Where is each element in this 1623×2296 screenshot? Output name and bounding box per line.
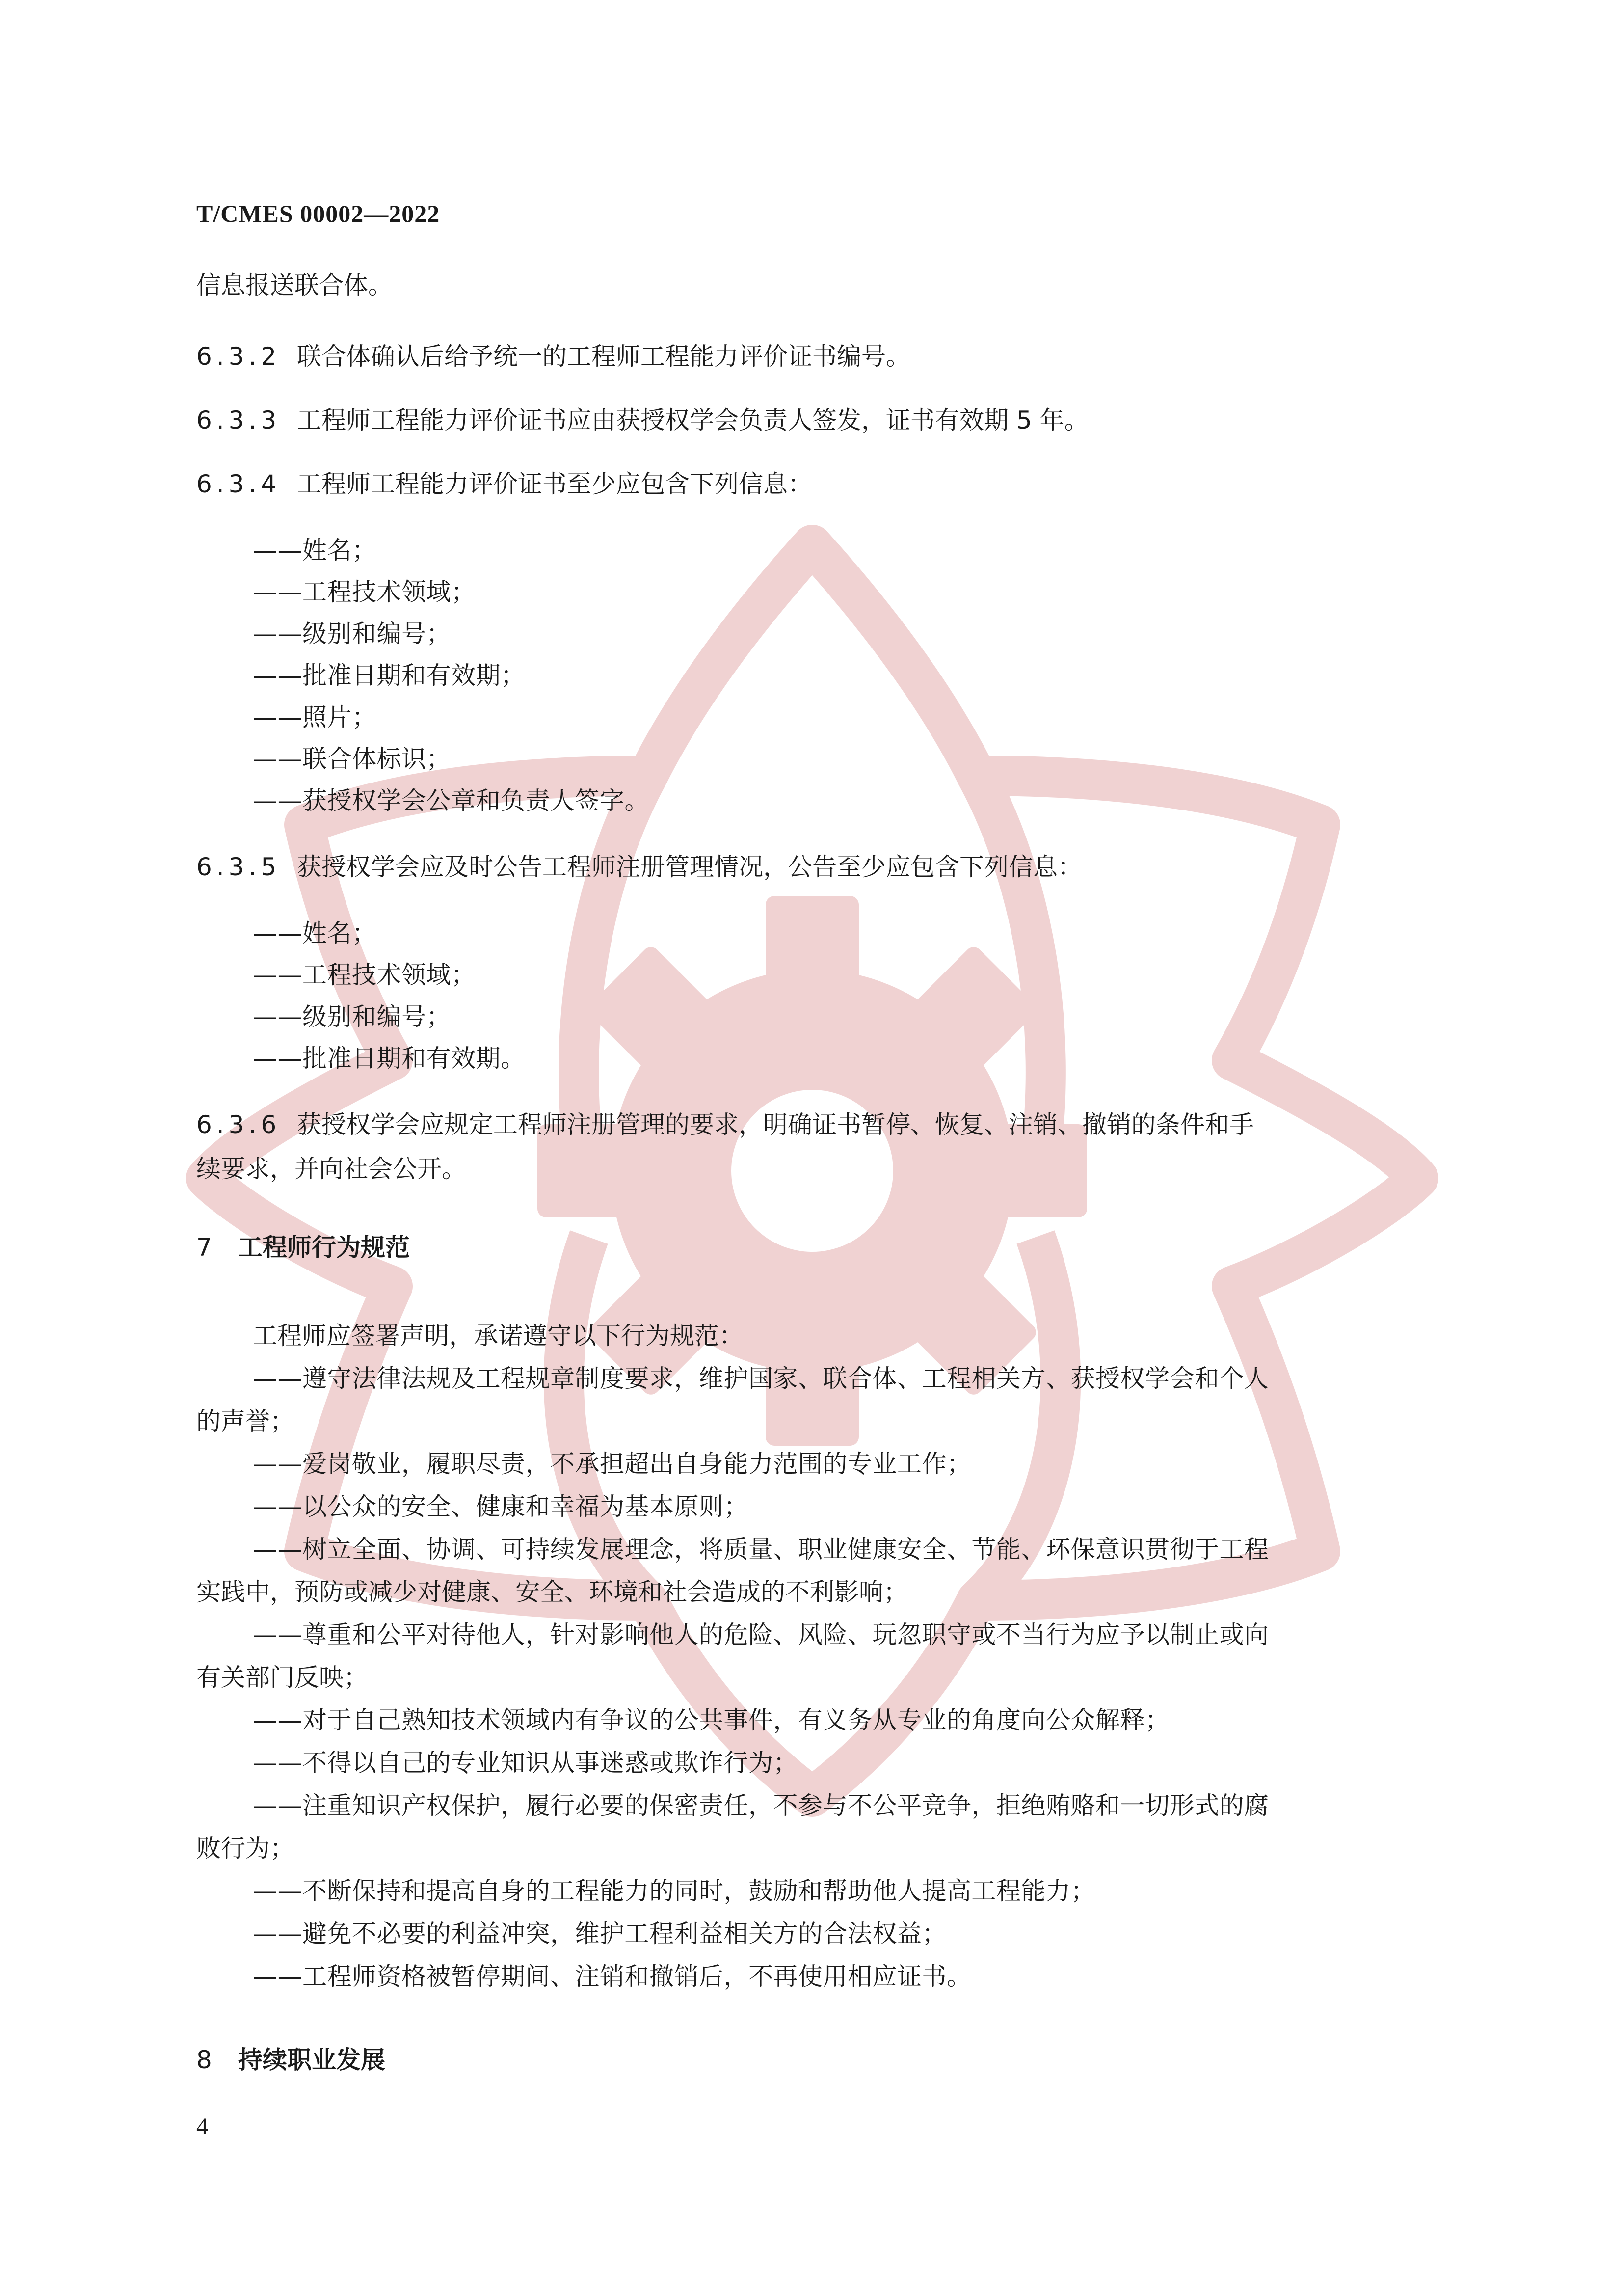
list-item: ——注重知识产权保护，履行必要的保密责任，不参与不公平竞争，拒绝贿赂和一切形式的腐: [253, 1791, 1269, 1820]
section-heading-7: [196, 1230, 410, 1265]
clause-text: 获授权学会应及时公告工程师注册管理情况，公告至少应包含下列信息：: [297, 853, 1082, 881]
section-number: 8: [196, 2046, 212, 2074]
clause-text: 工程师工程能力评价证书至少应包含下列信息：: [297, 470, 812, 498]
section-title: 工程师行为规范: [238, 1233, 410, 1262]
list-item: ——不得以自己的专业知识从事迷惑或欺诈行为；: [253, 1749, 798, 1777]
clause-continuation: 续要求，并向社会公开。: [196, 1155, 466, 1183]
list-item-continuation: 败行为；: [196, 1834, 294, 1863]
list-item: ——级别和编号；: [253, 620, 451, 648]
list-item: ——获授权学会公章和负责人签字。: [253, 786, 649, 815]
list-item-continuation: 的声誉；: [196, 1407, 294, 1435]
clause-6-3-4: [196, 466, 812, 502]
list-item: ——工程师资格被暂停期间、注销和撤销后，不再使用相应证书。: [253, 1962, 972, 1991]
section-number: 7: [196, 1233, 212, 1262]
list-item: ——批准日期和有效期。: [253, 1044, 526, 1073]
list-item: ——工程技术领域；: [253, 961, 476, 989]
list-item: ——避免不必要的利益冲突，维护工程利益相关方的合法权益；: [253, 1919, 947, 1948]
clause-number: 6.3.4: [196, 470, 281, 498]
list-item: ——联合体标识；: [253, 745, 451, 773]
list-item: ——批准日期和有效期；: [253, 661, 526, 690]
clause-number: 6.3.2: [196, 342, 281, 371]
clause-6-3-2: [196, 339, 910, 374]
paragraph-continuation: 信息报送联合体。: [196, 271, 393, 299]
clause-number: 6.3.6: [196, 1110, 281, 1139]
section-heading-8: [196, 2042, 385, 2078]
list-item: ——姓名；: [253, 536, 377, 565]
list-item: ——遵守法律法规及工程规章制度要求，维护国家、联合体、工程相关方、获授权学会和个人: [253, 1364, 1269, 1393]
list-item-continuation: 有关部门反映；: [196, 1663, 368, 1692]
clause-text: 获授权学会应规定工程师注册管理的要求，明确证书暂停、恢复、注销、撤销的条件和手: [297, 1110, 1254, 1139]
section-title: 持续职业发展: [238, 2046, 385, 2074]
clause-number: 6.3.3: [196, 406, 281, 434]
list-item-continuation: 实践中，预防或减少对健康、安全、环境和社会造成的不利影响；: [196, 1578, 908, 1606]
list-item: ——树立全面、协调、可持续发展理念，将质量、职业健康安全、节能、环保意识贯彻于工程: [253, 1535, 1269, 1564]
list-item: ——级别和编号；: [253, 1002, 451, 1031]
page-number: 4: [196, 2113, 208, 2139]
list-item: ——不断保持和提高自身的工程能力的同时，鼓励和帮助他人提高工程能力；: [253, 1877, 1095, 1905]
list-item: ——爱岗敬业，履职尽责，不承担超出自身能力范围的专业工作；: [253, 1450, 972, 1478]
paragraph: 工程师应签署声明，承诺遵守以下行为规范：: [253, 1322, 744, 1350]
list-item: ——照片；: [253, 703, 377, 731]
clause-number: 6.3.5: [196, 853, 281, 881]
list-item: ——尊重和公平对待他人，针对影响他人的危险、风险、玩忽职守或不当行为应予以制止或向: [253, 1621, 1269, 1649]
clause-6-3-5: [196, 849, 1082, 885]
clause-text: 联合体确认后给予统一的工程师工程能力评价证书编号。: [297, 342, 910, 371]
clause-6-3-6: [196, 1107, 1254, 1142]
list-item: ——对于自己熟知技术领域内有争议的公共事件，有义务从专业的角度向公众解释；: [253, 1706, 1170, 1734]
standard-code: T/CMES 00002—2022: [196, 200, 440, 227]
list-item: ——以公众的安全、健康和幸福为基本原则；: [253, 1492, 748, 1521]
list-item: ——工程技术领域；: [253, 578, 476, 606]
list-item: ——姓名；: [253, 919, 377, 947]
clause-text: 工程师工程能力评价证书应由获授权学会负责人签发，证书有效期 5 年。: [297, 406, 1089, 434]
clause-6-3-3: [196, 403, 1089, 438]
